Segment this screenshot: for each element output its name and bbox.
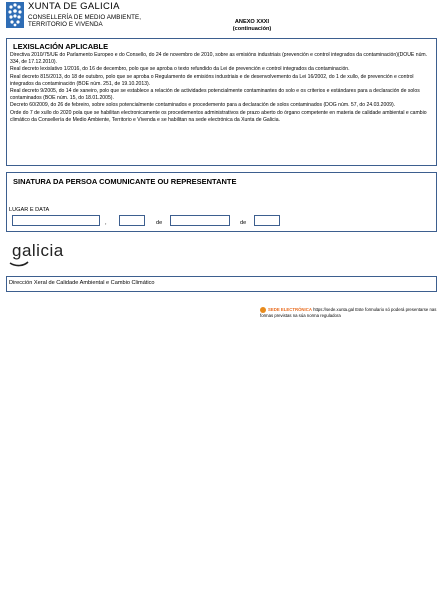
legislation-item: Real decreto lexislativo 1/2016, do 16 de decembro, polo que se aproba o texto refundido da Lei de prevención e control integrados da contaminación. <box>10 66 350 73</box>
de-separator-1: de <box>156 220 163 226</box>
day-input[interactable] <box>119 215 145 226</box>
org-department <box>28 14 141 28</box>
department-name: Dirección Xeral de Calidade Ambiental e Cambio Climático <box>9 280 155 286</box>
sede-url[interactable]: https://sede.xunta.gal <box>313 307 354 313</box>
month-input[interactable] <box>170 215 230 226</box>
legislation-item: Decreto 60/2009, do 26 de febreiro, sobre solos potencialmente contaminados e procedemento para a declaración de solos contaminados (DOG núm. 57, do 24.03.2009). <box>10 102 396 109</box>
xunta-emblem-icon <box>6 2 24 28</box>
sede-name: SEDE ELECTRÓNICA <box>268 307 312 313</box>
org-dept-line-1: CONSELLERÍA DE MEDIO AMBIENTE, <box>28 14 142 21</box>
signature-section <box>6 172 437 232</box>
annex-label <box>222 19 282 33</box>
legislation-list <box>10 52 434 124</box>
document-header <box>6 2 436 36</box>
comma-separator: , <box>105 220 107 226</box>
legislation-item: Real decreto 9/2005, do 14 de xaneiro, polo que se establece a relación de actividades potencialmente contaminantes do solo e os criterios e estándares para a declaración de solos contaminados (BOE núm. 15, do 18.01.2005). <box>10 88 420 102</box>
place-date-label: LUGAR E DATA <box>9 207 50 213</box>
footer-note-text: Este formulario só poderá presentarse nas formas previstas na súa norma reguladora <box>260 307 437 318</box>
year-input[interactable] <box>254 215 280 226</box>
org-dept-line-2: TERRITORIO E VIVENDA <box>28 21 103 28</box>
galicia-brand-logo <box>6 236 78 268</box>
legislation-section <box>6 38 437 166</box>
annex-title: ANEXO XXXI <box>234 19 270 25</box>
department-box <box>6 276 437 292</box>
galicia-wordmark: galicia <box>12 241 64 260</box>
signature-title: SINATURA DA PERSOA COMUNICANTE OU REPRESENTANTE <box>13 177 237 186</box>
annex-subtitle: (continuación) <box>232 26 272 32</box>
place-input[interactable] <box>12 215 100 226</box>
legislation-item: Orde do 7 de xullo do 2020 pola que se habilitan electronicamente os procedementos administrativos de prazo aberto do órgano competente en materia de calidade ambiental e cambio climático da Consellería de Medio Ambiente, Territorio e Vivenda e se habilitan na sede electrónica da Xunta de Galicia. <box>10 109 427 123</box>
org-name: XUNTA DE GALICIA <box>28 1 120 12</box>
footer-note <box>260 307 438 319</box>
legislation-title: LEXISLACIÓN APLICABLE <box>13 42 109 51</box>
de-separator-2: de <box>240 220 247 226</box>
legislation-item: Real decreto 815/2013, do 18 de outubro, polo que se aproba o Regulamento de emisións industriais e de desenvolvemento da Lei 16/2002, do 1 de xullo, de prevención e control integrados da contaminación (BOE núm. 251, de 19.10.2013). <box>10 73 414 87</box>
legislation-item: Directiva 2010/75/UE do Parlamento Europeo e do Consello, do 24 de novembro de 2010, sobre as emisións industriais (prevención e control integrados da contaminación)(DOUE núm. 334, de 17.12.2010). <box>10 52 428 66</box>
